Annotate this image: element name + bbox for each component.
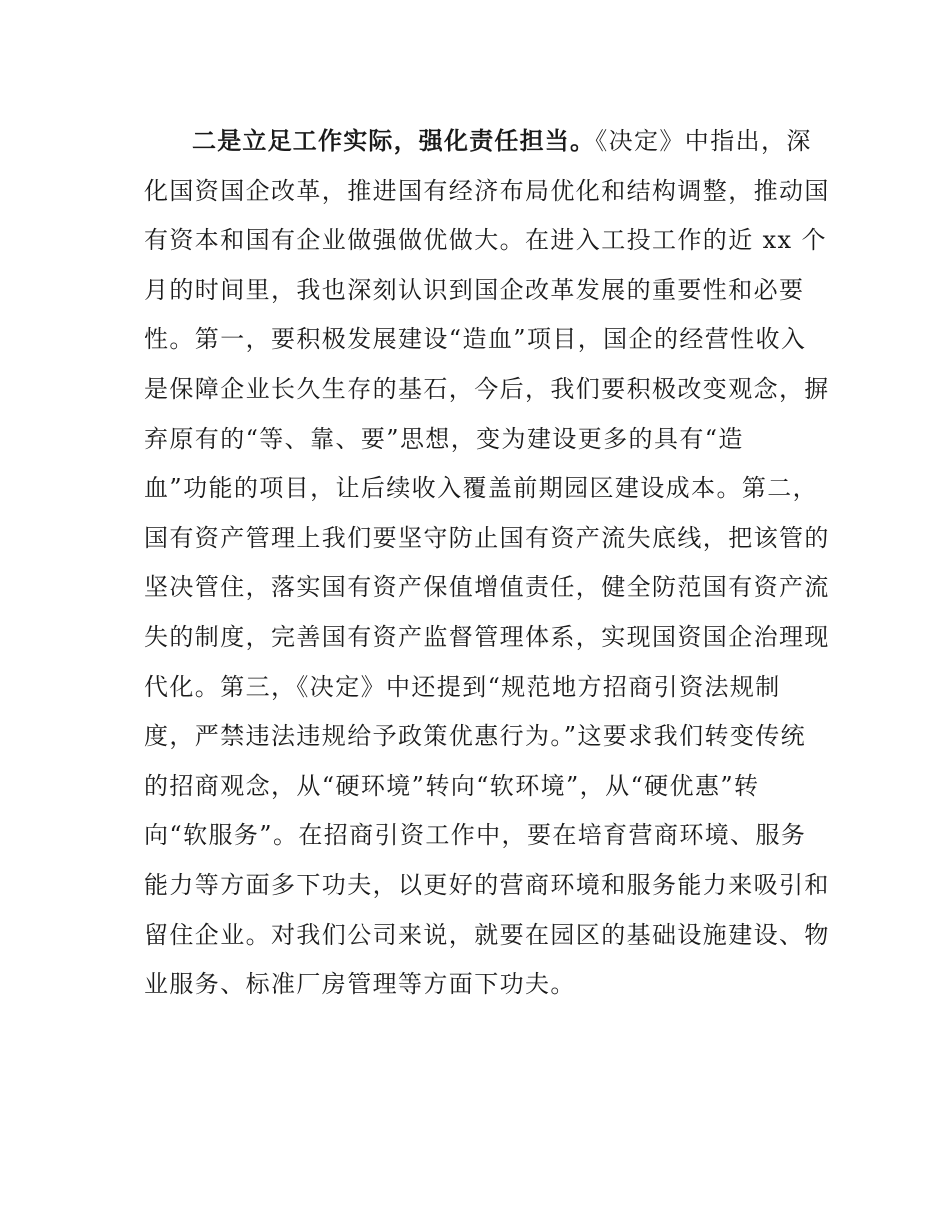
- paragraph-line: 的招商观念，从“硬环境”转向“软环境”，从“硬优惠”转: [144, 771, 760, 800]
- paragraph-line: 国有资产管理上我们要坚守防止国有资产流失底线，把该管的: [144, 523, 830, 552]
- paragraph-lead: 二是立足工作实际，强化责任担当。: [192, 127, 596, 155]
- paragraph-line: 度，严禁违法违规给予政策优惠行为。”这要求我们转变传统: [144, 722, 807, 751]
- paragraph-line: 性。第一，要积极发展建设“造血”项目，国企的经营性收入: [144, 325, 807, 354]
- paragraph-line-1: [144, 117, 824, 167]
- paragraph-line: 血”功能的项目，让后续收入覆盖前期园区建设成本。第二，: [144, 474, 819, 503]
- paragraph-line: 是保障企业长久生存的基石，今后，我们要积极改变观念，摒: [144, 374, 830, 403]
- paragraph-line: 业服务、标准厂房管理等方面下功夫。: [144, 970, 576, 999]
- paragraph-line: 弃原有的“等、靠、要”思想，变为建设更多的具有“造: [144, 424, 744, 453]
- paragraph-line-1-text: 《决定》中指出，深: [595, 127, 812, 155]
- paragraph-line: 月的时间里，我也深刻认识到国企改革发展的重要性和必要: [144, 275, 805, 304]
- paragraph-line: 坚决管住，落实国有资产保值增值责任，健全防范国有资产流: [144, 573, 830, 602]
- paragraph-line: 留住企业。对我们公司来说，就要在园区的基础设施建设、物: [144, 920, 830, 949]
- paragraph-line: 化国资国企改革，推进国有经济布局优化和结构调整，推动国: [144, 176, 830, 205]
- paragraph-line: 失的制度，完善国有资产监督管理体系，实现国资国企治理现: [144, 622, 830, 651]
- paragraph-line: 有资本和国有企业做强做优做大。在进入工投工作的近 xx 个: [144, 226, 827, 255]
- paragraph-line: 向“软服务”。在招商引资工作中，要在培育营商环境、服务: [144, 821, 807, 850]
- body-paragraph: [144, 117, 830, 1010]
- paragraph-line: 能力等方面多下功夫，以更好的营商环境和服务能力来吸引和: [144, 870, 830, 899]
- paragraph-line: 代化。第三，《决定》中还提到“规范地方招商引资法规制: [144, 672, 781, 701]
